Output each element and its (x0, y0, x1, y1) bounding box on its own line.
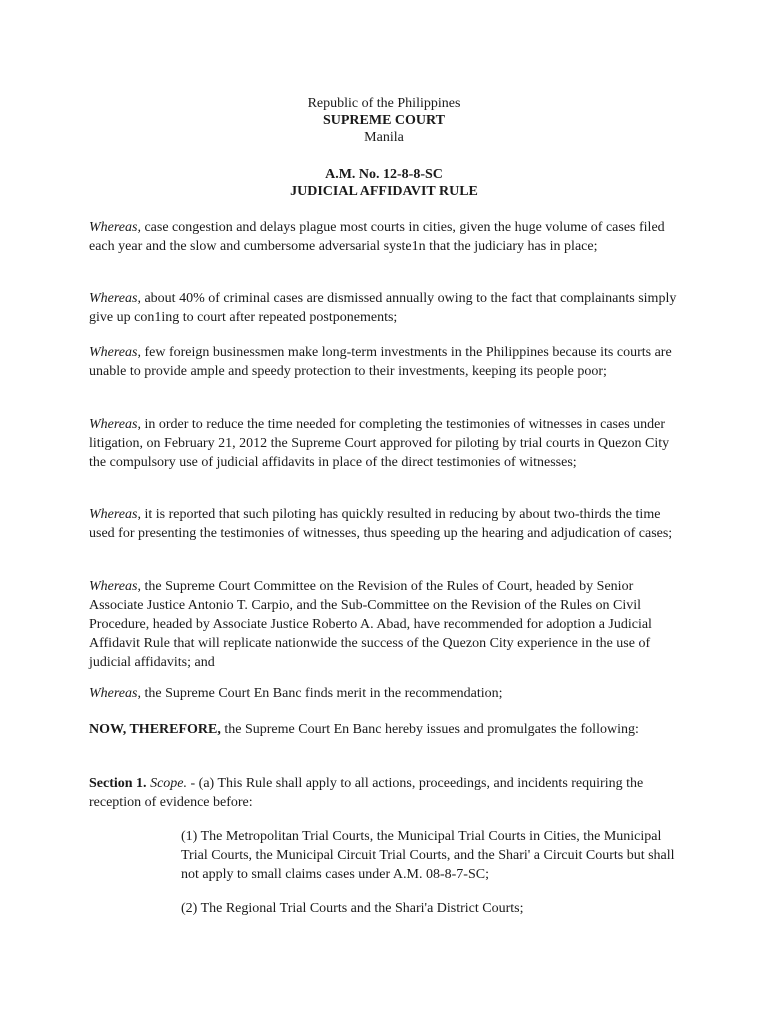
court-city: Manila (364, 130, 404, 145)
whereas-text: , in order to reduce the time needed for completing the testimonies of witnesses in cases under litigation, on February 21, 2012 the Supreme Court approved for piloting by trial courts in Quezon City the compulsory use of judicial affidavits in place of the direct testimonies of witnesses; (89, 417, 670, 470)
therefore-lead: NOW, THEREFORE, (89, 722, 221, 737)
whereas-paragraph-3 (89, 343, 681, 381)
whereas-paragraph-2 (89, 289, 681, 327)
whereas-text: , it is reported that such piloting has quickly resulted in reducing by about two-thirds the time used for presenting the testimonies of witnesses, thus speeding up the hearing and adjudication of cases; (89, 507, 673, 541)
whereas-lead: Whereas, (89, 220, 141, 235)
therefore-text: the Supreme Court En Banc hereby issues and promulgates the following: (220, 722, 639, 737)
whereas-lead: Whereas (89, 579, 138, 594)
whereas-text: , few foreign businessmen make long-term investments in the Philippines because its courts are unable to provide ample and speedy protection to their investments, keeping its people poor; (89, 345, 672, 379)
court-name: SUPREME COURT (322, 113, 445, 128)
whereas-text: case congestion and delays plague most courts in cities, given the huge volume of cases filed each year and the slow and cumbersome adversarial syste1n that the judiciary has in place; (89, 220, 665, 254)
whereas-lead: Whereas (89, 686, 138, 701)
section-scope: Scope. (150, 776, 187, 791)
rule-title: JUDICIAL AFFIDAVIT RULE (290, 184, 478, 199)
whereas-paragraph-5 (89, 505, 681, 543)
section-1-paragraph (89, 774, 681, 812)
section-text: - (a) This Rule shall apply to all actions, proceedings, and incidents requiring the reception of evidence before: (89, 776, 644, 810)
whereas-paragraph-1 (89, 218, 681, 256)
therefore-paragraph (89, 720, 681, 739)
section-1-item-1: (1) The Metropolitan Trial Courts, the Municipal Trial Courts in Cities, the Municipal Trial Courts, the Municipal Circuit Trial Courts, and the Shari' a Circuit Courts but shall not apply to small claims cases under A.M. 08-8-7-SC; (181, 829, 675, 882)
whereas-lead: Whereas (89, 507, 138, 522)
whereas-lead: Whereas (89, 291, 138, 306)
whereas-text: , the Supreme Court Committee on the Revision of the Rules of Court, headed by Senior Associate Justice Antonio T. Carpio, and the Sub-Committee on the Revision of the Rules on Civil Procedure, headed by Associate Justice Roberto A. Abad, have recommended for adoption a Judicial Affidavit Rule that will replicate nationwide the success of the Quezon City experience in the use of judicial affidavits; and (89, 579, 652, 670)
section-1-item-2: (2) The Regional Trial Courts and the Shari'a District Courts; (181, 901, 524, 916)
whereas-paragraph-7 (89, 684, 681, 703)
am-number: A.M. No. 12-8-8-SC (325, 167, 443, 182)
whereas-text: , the Supreme Court En Banc finds merit in the recommendation; (137, 686, 503, 701)
republic-line: Republic of the Philippines (307, 96, 461, 111)
section-label: Section 1. (89, 776, 147, 791)
whereas-paragraph-6 (89, 577, 681, 672)
whereas-lead: Whereas (89, 417, 138, 432)
whereas-lead: Whereas (89, 345, 138, 360)
whereas-paragraph-4 (89, 415, 681, 472)
whereas-text: , about 40% of criminal cases are dismissed annually owing to the fact that complainants simply give up con1ing to court after repeated postponements; (89, 291, 677, 325)
